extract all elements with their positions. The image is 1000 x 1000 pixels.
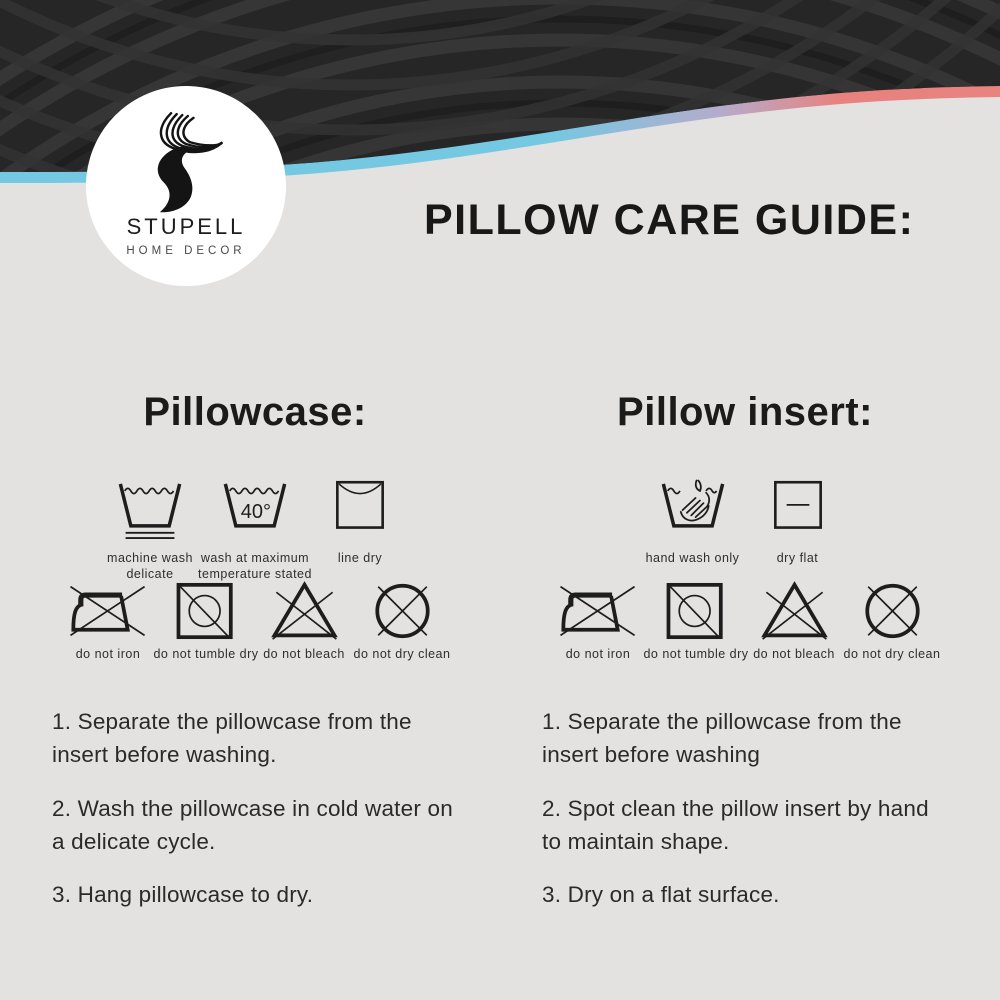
care-label: do not iron bbox=[75, 647, 141, 661]
pillow-insert-heading: Pillow insert: bbox=[617, 390, 873, 434]
care-label: line dry bbox=[337, 551, 383, 565]
care-item-wash-40 bbox=[198, 477, 312, 583]
do-not-iron-icon bbox=[557, 581, 639, 641]
care-label: wash at maximum temperature stated bbox=[198, 551, 312, 582]
do-not-iron-icon bbox=[67, 581, 149, 641]
pillow-insert-icon-row-1 bbox=[530, 477, 960, 581]
care-label: machine wash delicate bbox=[107, 551, 193, 582]
pillowcase-column bbox=[40, 387, 470, 931]
care-step: 1. Separate the pillowcase from the insert before washing. bbox=[52, 709, 412, 768]
do-not-dry-clean-icon bbox=[367, 581, 438, 641]
pillow-insert-steps bbox=[530, 705, 960, 911]
care-item-do-not-dry-clean bbox=[843, 581, 941, 662]
brand-tagline: HOME DECOR bbox=[126, 245, 246, 257]
care-step: 3. Hang pillowcase to dry. bbox=[52, 882, 314, 908]
care-label: do not bleach bbox=[263, 647, 345, 661]
pillow-insert-icon-row-2 bbox=[530, 581, 960, 665]
care-label: do not dry clean bbox=[353, 647, 451, 661]
pillowcase-icon-row-1 bbox=[40, 477, 470, 581]
dry-flat-icon bbox=[762, 477, 834, 545]
do-not-bleach-icon bbox=[757, 581, 832, 641]
do-not-tumble-dry-icon bbox=[171, 581, 242, 641]
care-item-do-not-iron bbox=[549, 581, 647, 662]
pillowcase-icon-row-2 bbox=[40, 581, 470, 665]
care-item-do-not-dry-clean bbox=[353, 581, 451, 662]
care-label: do not tumble dry bbox=[643, 647, 749, 661]
brand-name: STUPELL bbox=[126, 214, 246, 239]
pillowcase-heading: Pillowcase: bbox=[143, 390, 367, 434]
care-label: do not dry clean bbox=[843, 647, 941, 661]
machine-wash-delicate-icon bbox=[114, 477, 186, 545]
care-label: dry flat bbox=[776, 551, 819, 565]
care-label: do not tumble dry bbox=[153, 647, 259, 661]
do-not-tumble-dry-icon bbox=[661, 581, 732, 641]
care-item-do-not-tumble-dry bbox=[153, 581, 259, 662]
care-item-dry-flat bbox=[745, 477, 850, 566]
care-item-hand-wash bbox=[640, 477, 745, 566]
care-step: 2. Spot clean the pillow insert by hand to maintain shape. bbox=[542, 795, 929, 854]
care-item-do-not-tumble-dry bbox=[643, 581, 749, 662]
hand-wash-only-icon bbox=[657, 477, 729, 545]
line-dry-icon bbox=[324, 477, 396, 545]
page-title: PILLOW CARE GUIDE: bbox=[424, 196, 915, 244]
care-item-line-dry bbox=[308, 477, 413, 566]
care-step: 3. Dry on a flat surface. bbox=[542, 882, 780, 908]
care-label: hand wash only bbox=[645, 551, 740, 565]
care-label: do not iron bbox=[565, 647, 631, 661]
wash-at-max-temperature-icon bbox=[219, 477, 291, 545]
pillowcase-steps bbox=[40, 705, 470, 911]
pillow-insert-column bbox=[530, 387, 960, 931]
stupell-s-swoosh-icon bbox=[138, 102, 234, 214]
care-item-do-not-bleach bbox=[255, 581, 353, 662]
do-not-dry-clean-icon bbox=[857, 581, 928, 641]
do-not-bleach-icon bbox=[267, 581, 342, 641]
care-step: 1. Separate the pillowcase from the insert before washing bbox=[542, 709, 902, 768]
care-item-do-not-iron bbox=[59, 581, 157, 662]
care-step: 2. Wash the pillowcase in cold water on a delicate cycle. bbox=[52, 795, 453, 854]
care-label: do not bleach bbox=[753, 647, 835, 661]
brand-logo-circle bbox=[86, 86, 286, 286]
wash-temperature-value: 40° bbox=[240, 500, 272, 523]
care-item-do-not-bleach bbox=[745, 581, 843, 662]
